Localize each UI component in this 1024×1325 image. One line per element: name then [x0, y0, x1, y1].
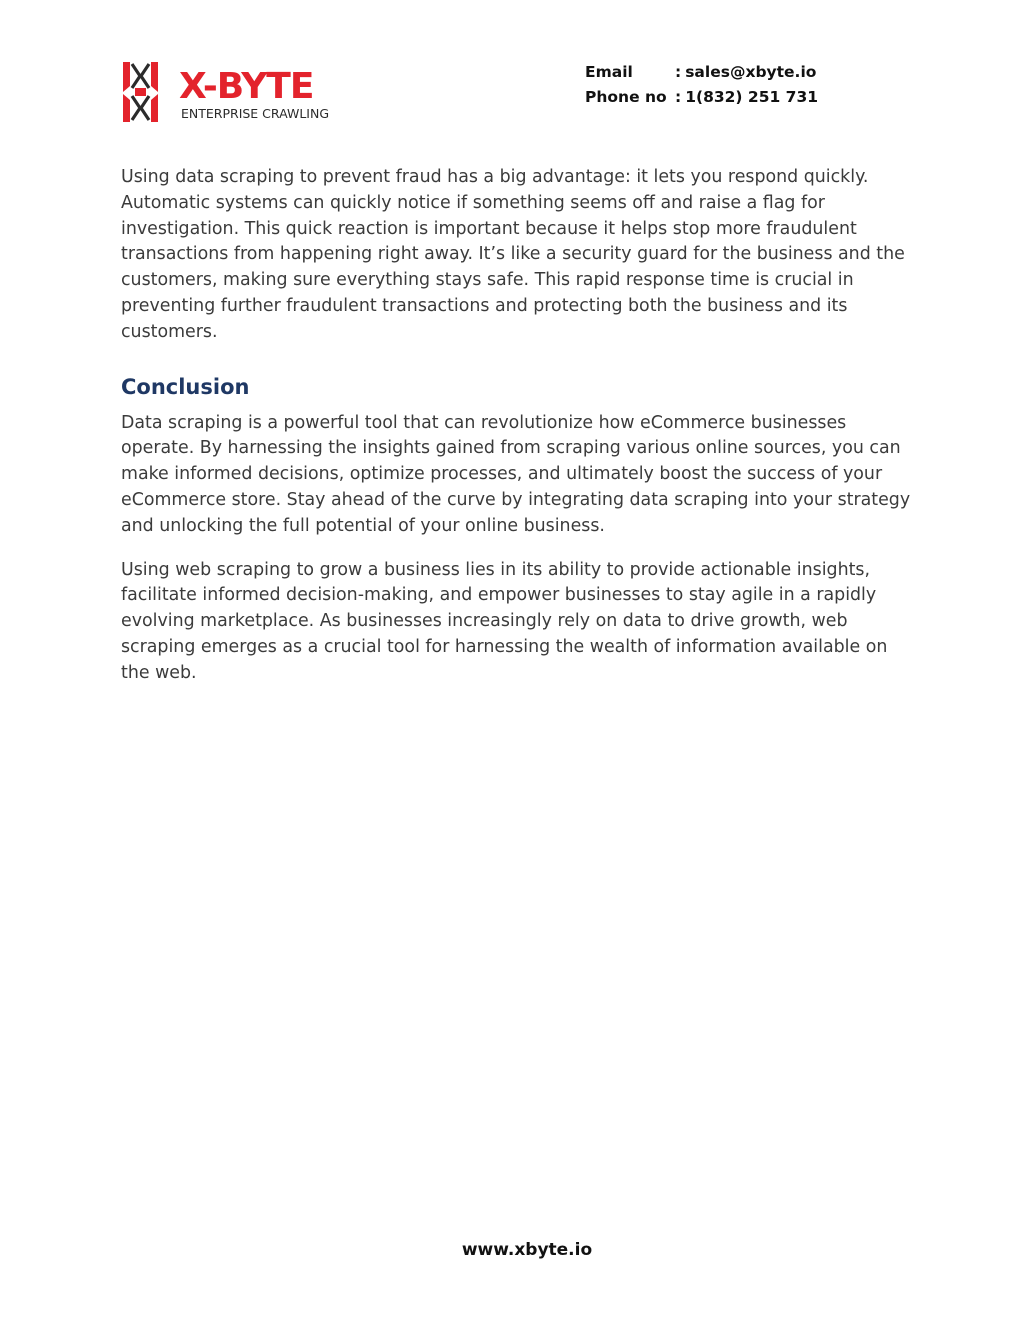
conclusion-paragraph-1: Data scraping is a powerful tool that can revolutionize how eCommerce businesses operate. By harnessing the insights gained from scraping various online sources, you can make informed decisions, optimize processes, and ultimately boost the success of your eCommerce store. Stay ahead of the curve by integrating data scraping into your strategy and unlocking the full potential of your online business.: [121, 412, 911, 536]
phone-separator: :: [675, 88, 682, 106]
logo-brand-text: X-BYTE: [179, 66, 314, 107]
phone-value[interactable]: 1(832) 251 731: [685, 88, 819, 106]
intro-paragraph: Using data scraping to prevent fraud has a big advantage: it lets you respond quickly. Automatic systems can quickly notice if something seems off and raise a flag for investigation. This quick reaction is important because it helps stop more fraudulent transactions from happening right away. It’s like a security guard for the business and the customers, making sure everything stays safe. This rapid response time is crucial in preventing further fraudulent transactions and protecting both the business and its customers.: [121, 167, 905, 342]
email-value[interactable]: sales@xbyte.io: [685, 63, 817, 81]
conclusion-heading: Conclusion: [121, 374, 250, 399]
email-row: [585, 60, 818, 85]
conclusion-paragraph-2: Using web scraping to grow a business lies in its ability to provide actionable insights, facilitate informed decision-making, and empower businesses to stay agile in a rapidly evolving marketplace. As businesses increasingly rely on data to drive growth, web scraping emerges as a crucial tool for harnessing the wealth of information available on the web.: [121, 559, 888, 683]
contact-block: [585, 60, 818, 110]
email-label: Email: [585, 63, 633, 81]
x-byte-logo-icon: [121, 60, 361, 124]
phone-row: [585, 85, 818, 110]
footer-website[interactable]: www.xbyte.io: [461, 1240, 593, 1260]
phone-label: Phone no: [585, 88, 667, 106]
email-separator: :: [675, 63, 682, 81]
logo-tagline: ENTERPRISE CRAWLING: [181, 106, 330, 121]
company-logo: [121, 60, 361, 124]
document-body: [121, 165, 911, 705]
